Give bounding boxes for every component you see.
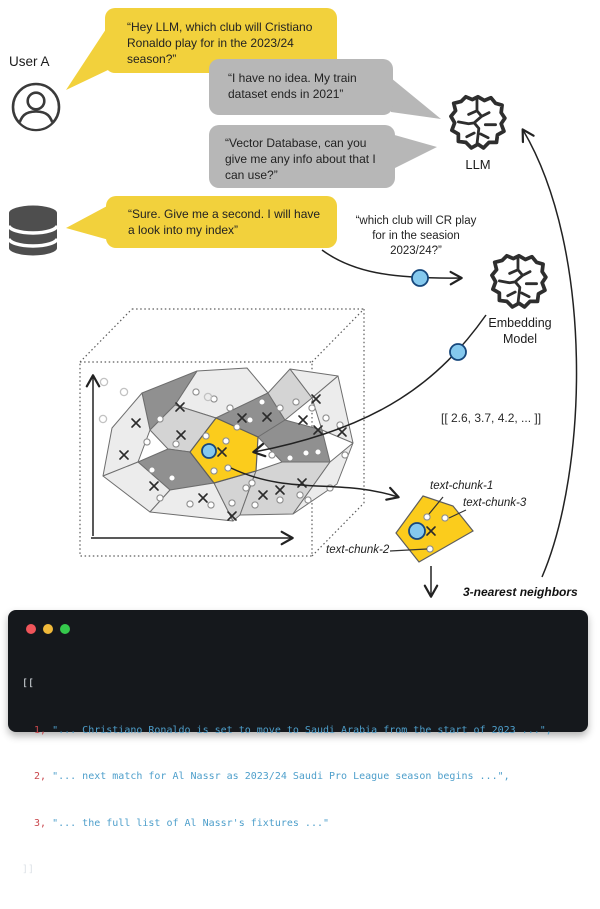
llm-label: LLM (465, 157, 491, 172)
terminal-window (8, 610, 588, 875)
terminal-close-bracket: ]] (22, 864, 35, 875)
terminal-output (22, 645, 574, 909)
query-point-in-space (202, 444, 216, 458)
terminal-open-bracket: [[ (22, 678, 35, 689)
bubble-tail-vectordb (391, 134, 437, 170)
bubble-tail-db (66, 205, 109, 240)
embedding-vector-text: [[ 2.6, 3.7, 4.2, ... ]] (441, 411, 542, 425)
terminal-result-row: 3, "... the full list of Al Nassr's fixtures ..." (34, 817, 330, 829)
text-chunk-1-label: text-chunk-1 (430, 480, 494, 492)
user-label: User A (9, 54, 50, 69)
text-chunk-2-label: text-chunk-2 (326, 544, 390, 556)
bubble-db-reply: “Sure. Give me a second. I will have a look into my index” (106, 196, 337, 248)
query-point-in-chunk-cell (409, 523, 425, 539)
voronoi-cells (103, 368, 353, 521)
vector-embedding-dot (450, 344, 466, 360)
maximize-icon (60, 624, 70, 634)
text-chunk-3-label: text-chunk-3 (463, 497, 527, 509)
user-avatar-icon (13, 84, 59, 130)
terminal-result-row: 2, "... next match for Al Nassr as 2023/24 Saudi Pro League season begins ...", (34, 771, 510, 782)
minimize-icon (43, 624, 53, 634)
database-icon (9, 206, 57, 256)
nearest-neighbors-label: 3-nearest neighbors (463, 585, 578, 599)
text-chunk-cell (396, 496, 473, 562)
embedding-brain-icon (492, 256, 546, 307)
terminal-traffic-lights (26, 624, 574, 634)
embedding-model-label: Embedding Model (488, 316, 552, 347)
bubble-vector-db-request: “Vector Database, can you give me any info about that I can use?” (209, 125, 395, 188)
bubble-user-question: “Hey LLM, which club will Cristiano Ronaldo play for in the 2023/24 season?” (105, 8, 337, 73)
close-icon (26, 624, 36, 634)
llm-brain-icon (451, 97, 505, 148)
terminal-result-row: 1, "... Christiano Ronaldo is set to move to Saudi Arabia from the start of 2023 ...", (34, 724, 552, 736)
bubble-tail-user (66, 26, 108, 90)
query-text: “which club will CR play for in the seasion 2023/24?” (355, 215, 477, 258)
bubble-llm-reply: “I have no idea. My train dataset ends in 2021” (209, 59, 393, 115)
query-embedding-dot (412, 270, 428, 286)
bubble-tail-llm (391, 78, 441, 119)
